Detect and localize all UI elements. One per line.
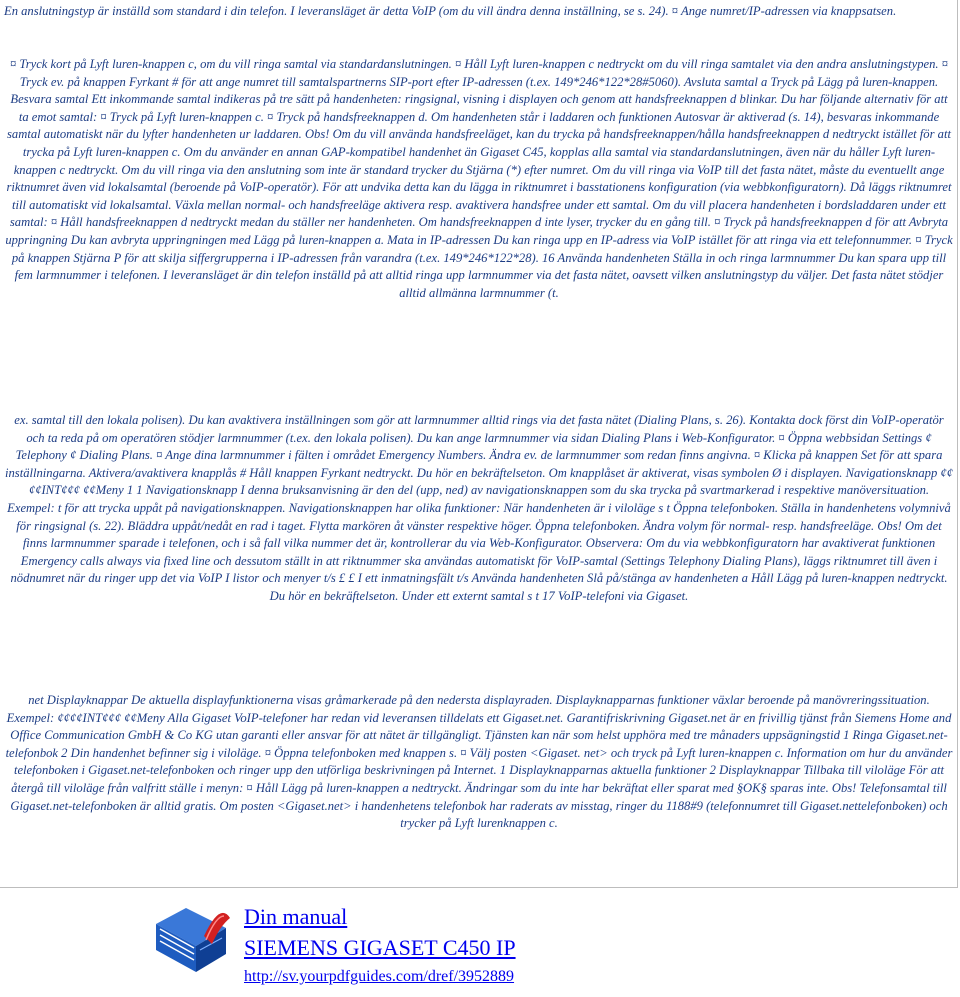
product-link[interactable]: SIEMENS GIGASET C450 IP (244, 935, 516, 960)
paragraph-gigaset-net: net Displayknappar De aktuella displayfunktionerna visas gråmarkerade på den nedersta displayraden. Displayknapparnas funktioner växlar beroende på manövreringssituation. Exempel: ¢¢¢¢INT¢¢¢ ¢¢Meny Alla Gigaset VoIP-telefoner har redan vid leveransen tilldelats ett Gigaset.net. Garantifriskrivning Gigaset.net är en frivillig tjänst från Siemens Home and Office Communication GmbH & Co KG utan garanti eller ansvar för att nätet är tillgängligt. Tjänsten kan när som helst upphöra med tre månaders uppsägningstid 1 Ringa Gigaset.net-telefonbok 2 Din handenhet befinner sig i viloläge. ¤ Öppna telefonboken med knappen s. ¤ Välj posten <Gigaset. net> och tryck på Lyft luren-knappen c. Information om hur du använder telefonboken i Gigaset.net-telefonboken och ringer upp den utförliga beskrivningen på Internet. 1 Displayknapparnas aktuella funktioner 2 Displayknappar Tillbaka till viloläge För att återgå till viloläge från valfritt ställe i menyn: ¤ Håll Lägg på luren-knappen a nedtryckt. Ändringar som du inte har bekräftat eller sparat med §OK§ sparas inte. Obs! Telefonsamtal till Gigaset.net-telefonboken är alltid gratis. Om posten <Gigaset.net> i handenhetens telefonbok har raderats av misstag, ringer du 1188#9 (telefonnumret till Gigaset.nettelefonboken) och trycker på Lyft lurenknappen c. (5, 693, 953, 831)
manual-link[interactable]: Din manual (244, 904, 348, 929)
book-icon (150, 898, 232, 980)
url-link[interactable]: http://sv.yourpdfguides.com/dref/3952889 (244, 968, 515, 985)
paragraph-emergency-and-navigation: ex. samtal till den lokala polisen). Du kan avaktivera inställningen som gör att larmnummer alltid rings via det fasta nätet (Dialing Plans, s. 26). Kontakta dock först din VoIP-operatör och ta reda på om operatören stödjer larmnummer (t.ex. den lokala polisen). Du kan ange larmnummer via sidan Dialing Plans i Web-Konfigurator. ¤ Öppna webbsidan Settings ¢ Telephony ¢ Dialing Plans. ¤ Ange dina larmnummer i fälten i området Emergency Numbers. Ändra ev. de larmnummer som redan finns angivna. ¤ Klicka på knappen Set för att spara inställningarna. Aktivera/avaktivera knapplås # Håll knappen Fyrkant nedtryckt. Du hör en bekräftelseton. Om knapplåset är aktiverat, visas symbolen Ø i displayen. Navigationsknapp ¢¢¢¢INT¢¢¢ ¢¢Meny 1 1 Navigationsknapp I denna bruksanvisning är den del (upp, ned) av navigationsknappen som du ska trycka på svartmarkerad i respektive manöversituation. Exempel: t för att trycka uppåt på navigationsknappen. Navigationsknappen har olika funktioner: När handenheten är i viloläge s t Öppna telefonboken. Ställa in handenhetens volymnivå för ringsignal (s. 22). Bläddra uppåt/nedåt en rad i taget. Flytta markören åt vänster respektive höger. Öppna telefonboken. Ändra volym för normal- resp. handsfreeläge. Obs! Om det finns larmnummer sparade i telefonen, och i så fall vilka nummer det är, kontrollerar du via Web-Konfigurator. Observera: Om du via webbkonfiguratorn har avaktiverat funktionen Emergency calls always via fixed line och dessutom ställt in att riktnummer ska användas automatiskt för VoIP-samtal (Settings Telephony Dialing Plans), läggs riktnumret till även i nödnumret när du ringer upp det via VoIP I listor och menyer t/s £ £ I ett inmatningsfält t/s Använda handenheten Slå på/stänga av handenheten a Håll Lägg på luren-knappen nedtryckt. Du hör en bekräftelseton. Under ett externt samtal s t 17 VoIP-telefoni via Gigaset. (5, 413, 953, 603)
paragraph-calls-and-ip: ¤ Tryck kort på Lyft luren-knappen c, om du vill ringa samtal via standardanslutningen. ¤ Håll Lyft luren-knappen c nedtryckt om du vill ringa samtalet via den andra anslutningstypen. ¤ Tryck ev. på knappen Fyrkant # för att ange numret till samtalspartnerns SIP-port efter IP-adressen (t.ex. 149*246*122*28#5060). Avsluta samtal a Tryck på Lägg på luren-knappen. Besvara samtal Ett inkommande samtal indikeras på tre sätt på handenheten: ringsignal, visning i displayen och genom att handsfreeknappen d blinkar. Du har följande alternativ för att ta emot samtal: ¤ Tryck på Lyft luren-knappen c. ¤ Tryck på handsfreeknappen d. Om handenheten står i laddaren och funktionen Autosvar är aktiverad (s. 14), besvaras inkommande samtal automatiskt när du lyfter handenheten ur laddaren. Obs! Om du vill använda handsfreeläget, kan du trycka på handsfreeknappen/hålla handsfreeknappen d nedtryckt istället för att trycka på Lyft luren-knappen c. Om du använder en annan GAP-kompatibel handenhet än Gigaset C45, kopplas alla samtal via standardanslutningen, även när du håller Lyft luren-knappen c nedtryckt. Om du vill ringa via den anslutning som inte är standard trycker du Stjärna (*) efter numret. Om du vill ringa via VoIP till det fasta nätet, måste du eventuellt ange riktnumret även vid lokalsamtal (beroende på VoIP-operatör). För att undvika detta kan du lägga in riktnumret i basstationens konfiguration (via webbkonfiguratorn). Då läggs riktnumret till automatiskt vid lokalsamtal. Växla mellan normal- och handsfreeläge aktivera resp. avaktivera handsfree under ett samtal. Om du vill placera handenheten i bordsladdaren under ett samtal: ¤ Håll handsfreeknappen d nedtryckt medan du ställer ner handenheten. Om handsfreeknappen d inte lyser, trycker du en gång till. ¤ Tryck på handsfreeknappen d för att Avbryta uppringning Du kan avbryta uppringningen med Lägg på luren-knappen a. Mata in IP-adressen Du kan ringa upp en IP-adress via VoIP istället för att ringa via ett telefonnummer. ¤ Tryck på knappen Stjärna P för att skilja siffergrupperna i IP-adressen från varandra (t.ex. 149*246*122*28). 16 Använda handenheten Ställa in och ringa larmnummer Du kan spara upp till fem larmnummer i telefonen. I leveransläget är din telefon inställd på att alltid ringa upp larmnummer via det fasta nätet, oavsett vilken anslutningstyp du väljer. Det fasta nätet stödjer alltid allmänna larmnummer (t. (5, 57, 953, 300)
paragraph-connection-type: En anslutningstyp är inställd som standard i din telefon. I leveransläget är detta VoIP (om du vill ändra denna inställning, se s. 24). ¤ Ange numret/IP-adressen via knappsatsen. (4, 4, 897, 18)
